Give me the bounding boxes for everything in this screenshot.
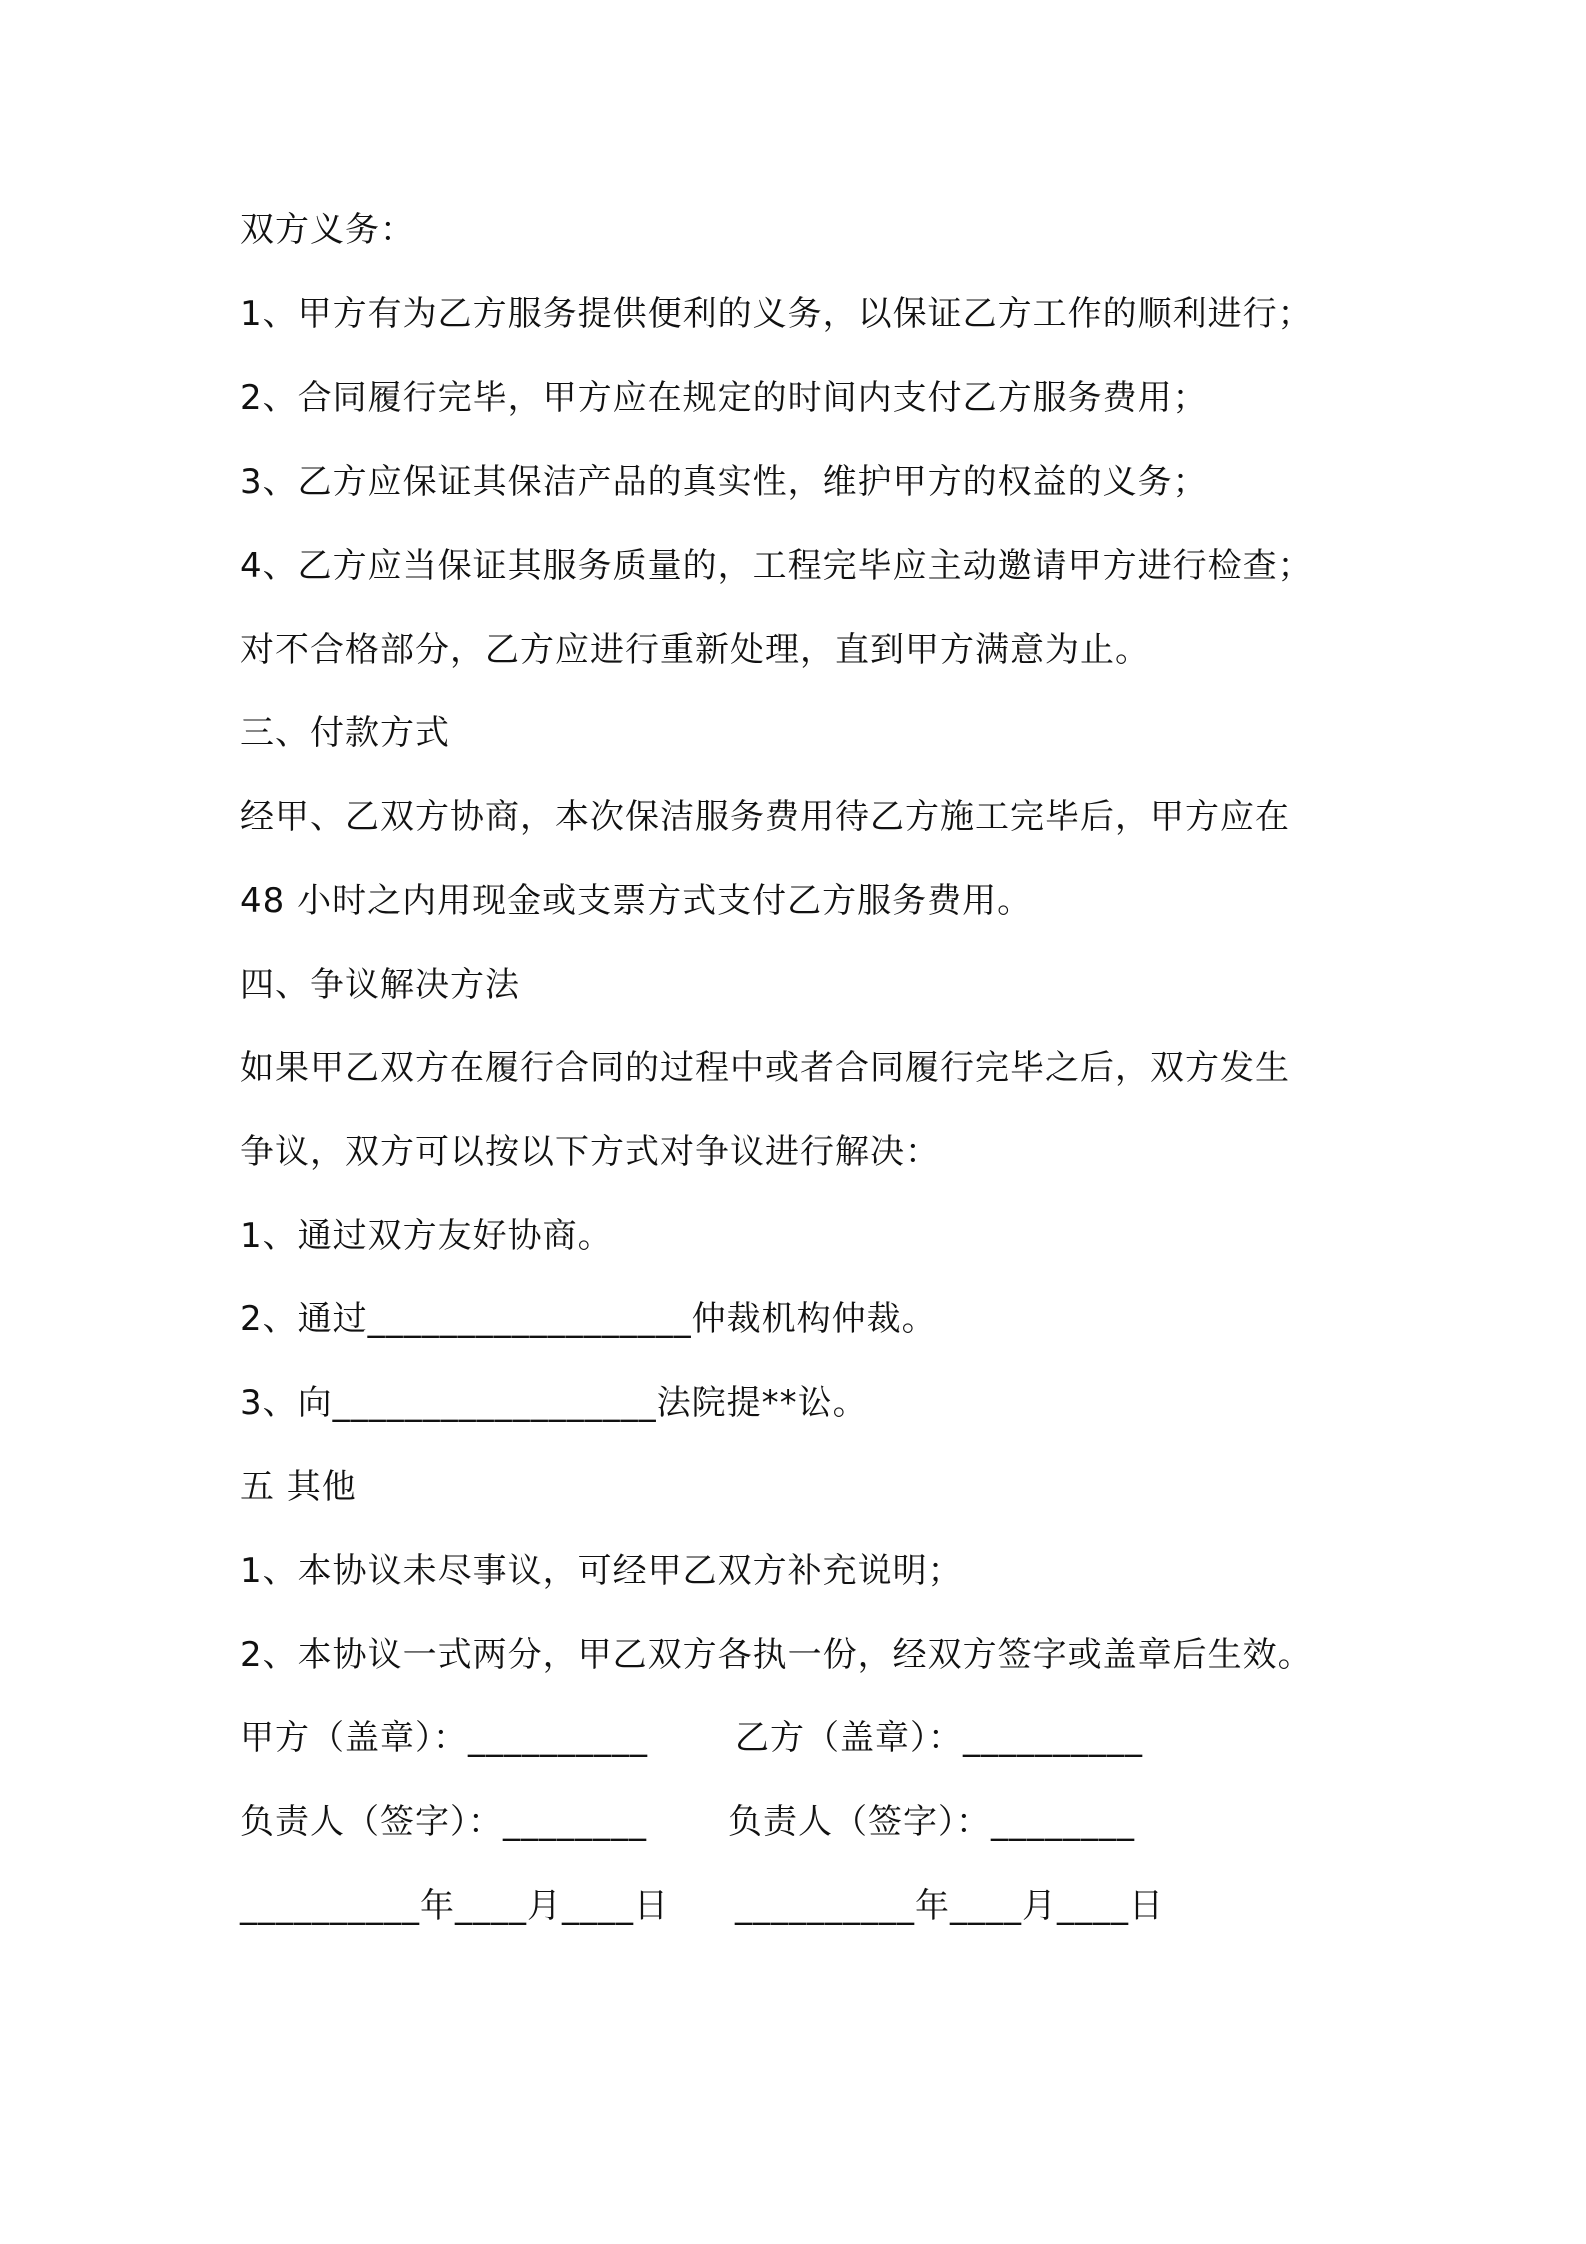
- party-b-date-field: __________年____月____日: [735, 1886, 1164, 1926]
- section-heading-payment: 三、付款方式: [240, 713, 450, 753]
- party-a-seal-field: 甲方（盖章）：__________: [240, 1718, 648, 1758]
- text-line-6: 对不合格部分，乙方应进行重新处理，直到甲方满意为止。: [240, 630, 1150, 670]
- party-a-signer-field: 负责人（签字）：________: [240, 1802, 647, 1842]
- text-line-8: 经甲、乙双方协商，本次保洁服务费用待乙方施工完毕后，甲方应在: [240, 797, 1290, 837]
- text-line-2: 1、甲方有为乙方服务提供便利的义务，以保证乙方工作的顺利进行；: [240, 294, 1313, 334]
- text-line-4: 3、乙方应保证其保洁产品的真实性，维护甲方的权益的义务；: [240, 462, 1208, 502]
- text-line-11: 如果甲乙双方在履行合同的过程中或者合同履行完毕之后，双方发生: [240, 1048, 1290, 1088]
- text-line-14: 2、通过__________________仲裁机构仲裁。: [240, 1299, 937, 1339]
- text-line-3: 2、合同履行完毕，甲方应在规定的时间内支付乙方服务费用；: [240, 378, 1208, 418]
- party-a-date-field: __________年____月____日: [240, 1886, 669, 1926]
- text-line-17: 1、本协议未尽事议，可经甲乙双方补充说明；: [240, 1551, 963, 1591]
- text-line-1: 双方义务：: [240, 210, 415, 250]
- text-line-12: 争议，双方可以按以下方式对争议进行解决：: [240, 1132, 940, 1172]
- text-line-15: 3、向__________________法院提**讼。: [240, 1383, 868, 1423]
- text-line-9: 48 小时之内用现金或支票方式支付乙方服务费用。: [240, 881, 1033, 921]
- party-b-seal-field: 乙方（盖章）：__________: [735, 1718, 1143, 1758]
- party-b-signer-field: 负责人（签字）：________: [728, 1802, 1135, 1842]
- section-heading-other: 五 其他: [240, 1467, 357, 1507]
- text-line-5: 4、乙方应当保证其服务质量的，工程完毕应主动邀请甲方进行检查；: [240, 546, 1313, 586]
- text-line-18: 2、本协议一式两分，甲乙双方各执一份，经双方签字或盖章后生效。: [240, 1635, 1313, 1675]
- text-line-13: 1、通过双方友好协商。: [240, 1216, 613, 1256]
- section-heading-dispute: 四、争议解决方法: [240, 965, 520, 1005]
